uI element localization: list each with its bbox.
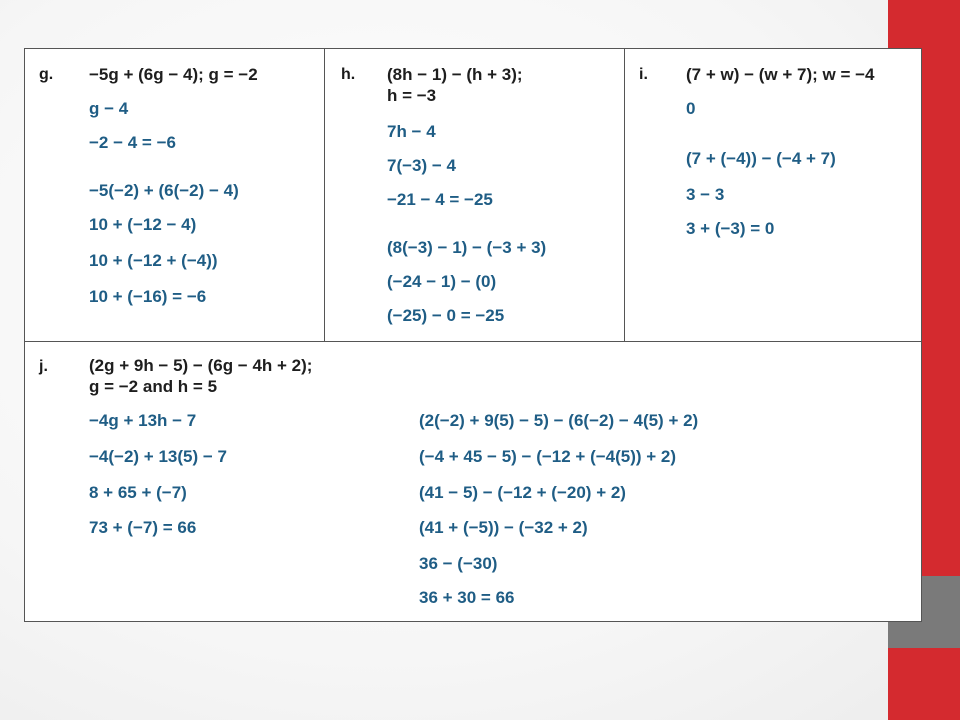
problem-i-step: 3 − 3 (686, 185, 725, 204)
problem-j-expression: (2g + 9h − 5) − (6g − 4h + 2); (89, 356, 313, 375)
problem-j-step-left: 73 + (−7) = 66 (89, 518, 197, 537)
problem-i-step: 3 + (−3) = 0 (686, 219, 775, 238)
worksheet-table (24, 48, 922, 622)
problem-j-step-right: (2(−2) + 9(5) − 5) − (6(−2) − 4(5) + 2) (419, 411, 699, 430)
problem-j-expression: g = −2 and h = 5 (89, 377, 218, 396)
problem-label-i: i. (639, 66, 648, 83)
problem-i-expression: (7 + w) − (w + 7); w = −4 (686, 65, 875, 84)
problem-i-step: 0 (686, 99, 696, 118)
problem-h-step: 7(−3) − 4 (387, 156, 456, 175)
problem-j-step-right: (41 + (−5)) − (−32 + 2) (419, 518, 588, 537)
problem-g-step: 10 + (−16) = −6 (89, 287, 207, 306)
accent-band-red-bottom (888, 648, 960, 720)
problem-h-expression: (8h − 1) − (h + 3); (387, 65, 523, 84)
problem-h-step: −21 − 4 = −25 (387, 190, 493, 209)
problem-label-j: j. (39, 358, 48, 375)
problem-j-step-left: −4g + 13h − 7 (89, 411, 197, 430)
problem-h-step: 7h − 4 (387, 122, 436, 141)
problem-j-step-right: (41 − 5) − (−12 + (−20) + 2) (419, 483, 626, 502)
problem-g-step: −5(−2) + (6(−2) − 4) (89, 181, 239, 200)
problem-g-step: 10 + (−12 − 4) (89, 215, 197, 234)
problem-h-step: (−25) − 0 = −25 (387, 306, 505, 325)
problem-j-step-right: 36 + 30 = 66 (419, 588, 515, 607)
problem-j-step-right: (−4 + 45 − 5) − (−12 + (−4(5)) + 2) (419, 447, 677, 466)
column-divider (324, 49, 325, 341)
problem-j-step-right: 36 − (−30) (419, 554, 498, 573)
problem-g-step: g − 4 (89, 99, 129, 118)
problem-h-expression: h = −3 (387, 86, 437, 105)
problem-j-step-left: −4(−2) + 13(5) − 7 (89, 447, 227, 466)
problem-label-g: g. (39, 66, 54, 83)
problem-i-step: (7 + (−4)) − (−4 + 7) (686, 149, 836, 168)
problem-g-step: −2 − 4 = −6 (89, 133, 176, 152)
row-divider (25, 341, 921, 342)
problem-j-step-left: 8 + 65 + (−7) (89, 483, 187, 502)
problem-g-step: 10 + (−12 + (−4)) (89, 251, 218, 270)
column-divider (624, 49, 625, 341)
problem-h-step: (8(−3) − 1) − (−3 + 3) (387, 238, 547, 257)
problem-g-expression: −5g + (6g − 4); g = −2 (89, 65, 258, 84)
problem-h-step: (−24 − 1) − (0) (387, 272, 497, 291)
problem-label-h: h. (341, 66, 356, 83)
